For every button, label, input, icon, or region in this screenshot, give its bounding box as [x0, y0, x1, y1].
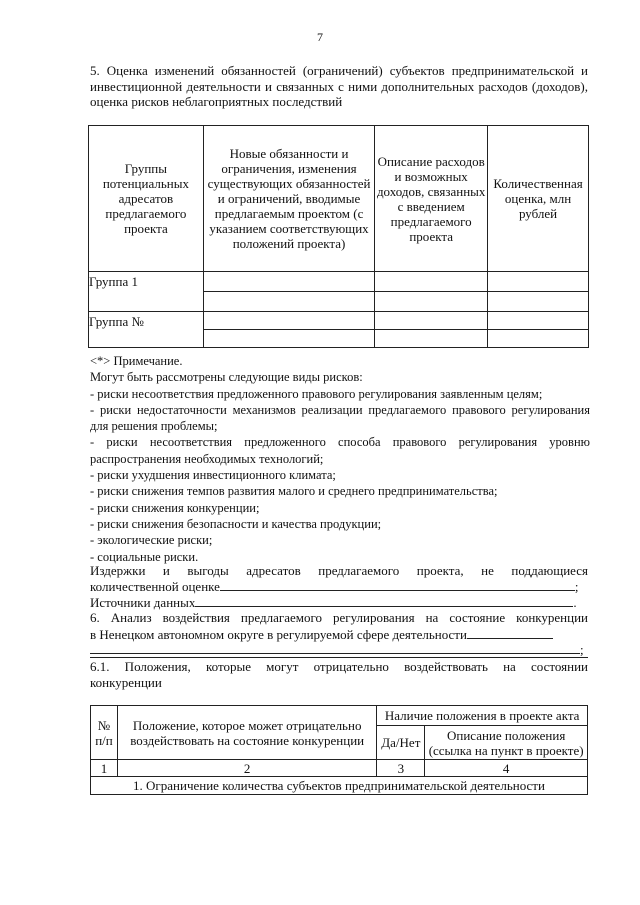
- sources-blank-line[interactable]: [195, 594, 573, 607]
- header-presence: Наличие положения в проекте акта: [377, 706, 588, 726]
- table-cell: [488, 330, 589, 348]
- impact-table-header-row: [89, 126, 589, 272]
- risk-item: - риски снижения темпов развития малого и среднего предпринимательства;: [90, 484, 498, 499]
- header-number: № п/п: [91, 706, 118, 760]
- costs-line-end: ;: [574, 579, 579, 594]
- header-costs: Описание расходов и возможных доходов, связанных с введением предлагаемого проекта: [375, 126, 488, 272]
- risk-item: - риски недостаточности механизмов реализации предлагаемого правового регулирования для решения проблемы;: [90, 402, 590, 434]
- table-cell: [375, 330, 488, 348]
- note-title: <*> Примечание.: [90, 354, 183, 368]
- risk-item: - социальные риски.: [90, 549, 199, 564]
- section6-label: в Ненецком автономном округе в регулируемой сфере деятельности: [90, 627, 467, 642]
- section6-blank-line-2[interactable]: [90, 641, 580, 654]
- table-cell: [375, 292, 488, 312]
- section-row-label: 1. Ограничение количества субъектов предпринимательской деятельности: [91, 777, 588, 795]
- risk-item: - риски ухудшения инвестиционного климата;: [90, 468, 336, 483]
- table-row: [89, 312, 589, 330]
- table-cell: [203, 312, 374, 330]
- section5-title: 5. Оценка изменений обязанностей (ограничений) субъектов предпринимательской и инвестиционной деятельности и связанных с ними дополнительных расходов (доходов), оценка рисков неблагоприятных последствий: [90, 63, 588, 109]
- note-intro: Могут быть рассмотрены следующие виды рисков:: [90, 370, 363, 385]
- section6-line-3: [90, 641, 588, 658]
- table-row: [89, 272, 589, 292]
- table-cell: [203, 330, 374, 348]
- header-groups: Группы потенциальных адресатов предлагаемого проекта: [89, 126, 204, 272]
- sources-label: Источники данных: [90, 595, 196, 610]
- costs-line-2: [90, 578, 588, 595]
- table-cell: [203, 272, 374, 292]
- competition-header-row-1: [91, 706, 588, 726]
- section61-title-cont: конкуренции: [90, 675, 162, 690]
- table-cell: [375, 272, 488, 292]
- section6-line-end: ;: [580, 642, 584, 657]
- sources-line: [90, 594, 588, 611]
- header-position: Положение, которое может отрицательно воздействовать на состояние конкуренции: [117, 706, 376, 760]
- column-number-row: [91, 760, 588, 777]
- section6-blank-line[interactable]: [467, 626, 553, 639]
- table-cell: [488, 272, 589, 292]
- risk-item: - риски несоответствия предложенного правового регулирования заявленным целям;: [90, 386, 543, 401]
- section61-title: [90, 659, 588, 675]
- divider: [90, 657, 588, 658]
- group-1-label: Группа 1: [89, 272, 204, 312]
- section61-title-text: 6.1. Положения, которые могут отрицательно воздействовать на состоянии: [90, 659, 588, 674]
- risk-item: - риски снижения конкуренции;: [90, 500, 260, 515]
- costs-label: количественной оценке: [90, 579, 220, 594]
- column-number: 2: [117, 760, 376, 777]
- section6-line-1: 6. Анализ воздействия предлагаемого регулирования на состояние конкуренции: [90, 610, 588, 625]
- header-estimate: Количественная оценка, млн рублей: [488, 126, 589, 272]
- column-number: 1: [91, 760, 118, 777]
- group-n-label: Группа №: [89, 312, 204, 348]
- costs-blank-line[interactable]: [220, 578, 575, 591]
- risk-item: - риски несоответствия предложенного способа правового регулирования уровню распространения необходимых технологий;: [90, 435, 590, 466]
- table-cell: [375, 312, 488, 330]
- table-cell: [488, 312, 589, 330]
- page-number: 7: [317, 30, 323, 44]
- column-number: 3: [377, 760, 425, 777]
- risk-item: - риски снижения безопасности и качества продукции;: [90, 516, 382, 531]
- section-row: [91, 777, 588, 795]
- header-obligations: Новые обязанности и ограничения, изменения существующих обязанностей и ограничений, вводимые предлагаемым проектом (с указанием соответствующих положений проекта): [203, 126, 374, 272]
- competition-table: [90, 705, 588, 795]
- costs-line-1: Издержки и выгоды адресатов предлагаемого проекта, не поддающиеся: [90, 563, 588, 578]
- column-number: 4: [425, 760, 588, 777]
- risk-item: - экологические риски;: [90, 533, 213, 548]
- table-cell: [203, 292, 374, 312]
- table-cell: [488, 292, 589, 312]
- risk-note: [90, 353, 590, 565]
- sources-line-end: .: [573, 595, 577, 610]
- header-description: Описание положения (ссылка на пункт в проекте): [425, 726, 588, 760]
- impact-table: [88, 125, 589, 348]
- header-yes-no: Да/Нет: [377, 726, 425, 760]
